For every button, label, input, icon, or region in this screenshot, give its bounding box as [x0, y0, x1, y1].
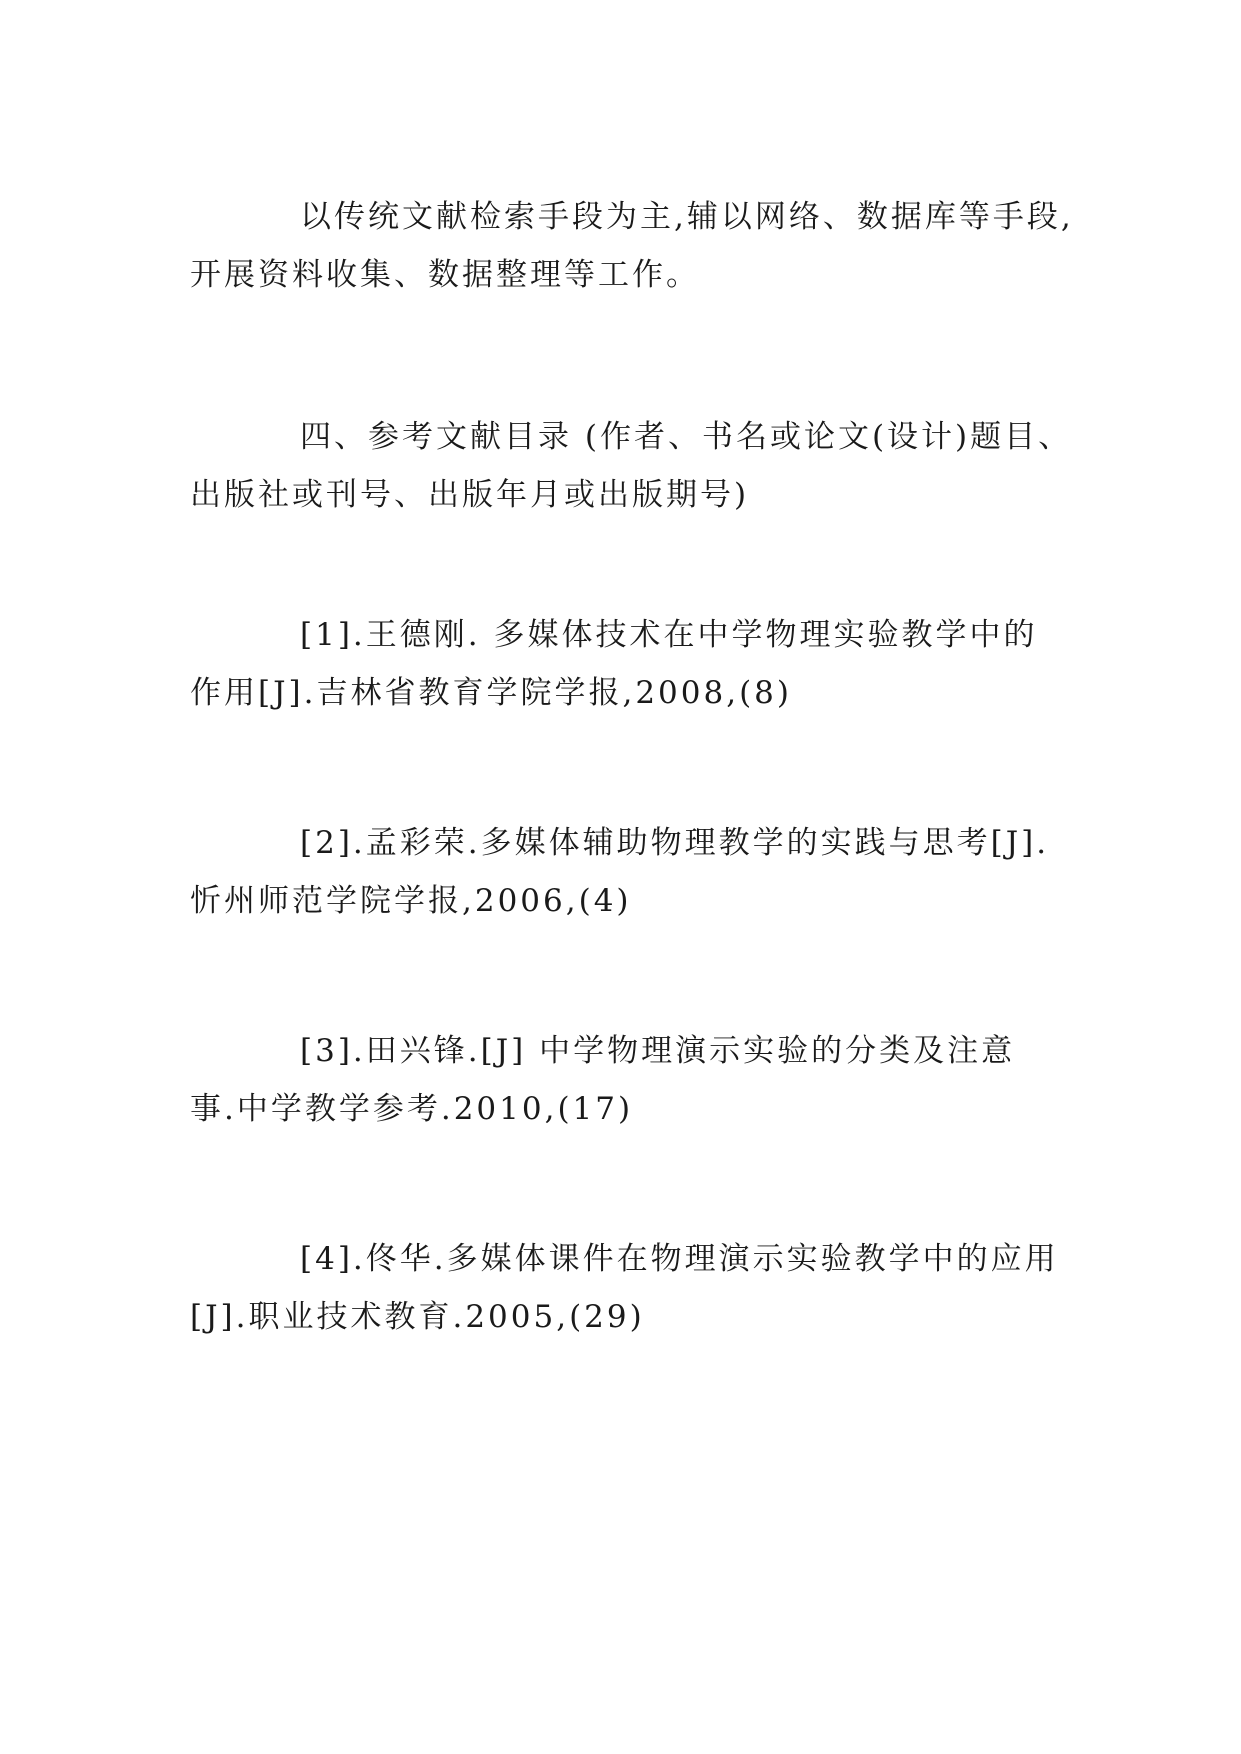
- reference-line: [2].孟彩荣.多媒体辅助物理教学的实践与思考[J].: [300, 825, 1050, 861]
- paragraph-line: 以传统文献检索手段为主,辅以网络、数据库等手段,: [300, 199, 1074, 235]
- reference-item-1: [190, 606, 1060, 722]
- paragraph-method: [190, 188, 1074, 304]
- reference-item-2: [190, 814, 1060, 930]
- heading-line: 出版社或刊号、出版年月或出版期号): [190, 477, 750, 513]
- reference-item-4: [190, 1230, 1060, 1346]
- section-heading-references: [190, 408, 1073, 524]
- paragraph-line: 开展资料收集、数据整理等工作。: [190, 257, 700, 293]
- reference-line: [3].田兴锋.[J] 中学物理演示实验的分类及注意: [300, 1033, 1016, 1069]
- reference-line: 作用[J].吉林省教育学院学报,2008,(8): [190, 675, 792, 711]
- reference-line: 忻州师范学院学报,2006,(4): [190, 883, 632, 919]
- reference-line: 事.中学教学参考.2010,(17): [190, 1091, 634, 1127]
- heading-line: 四、参考文献目录 (作者、书名或论文(设计)题目、: [300, 419, 1073, 455]
- reference-line: [J].职业技术教育.2005,(29): [190, 1299, 645, 1335]
- reference-line: [1].王德刚. 多媒体技术在中学物理实验教学中的: [300, 617, 1038, 653]
- reference-line: [4].佟华.多媒体课件在物理演示实验教学中的应用: [300, 1241, 1059, 1277]
- reference-item-3: [190, 1022, 1060, 1138]
